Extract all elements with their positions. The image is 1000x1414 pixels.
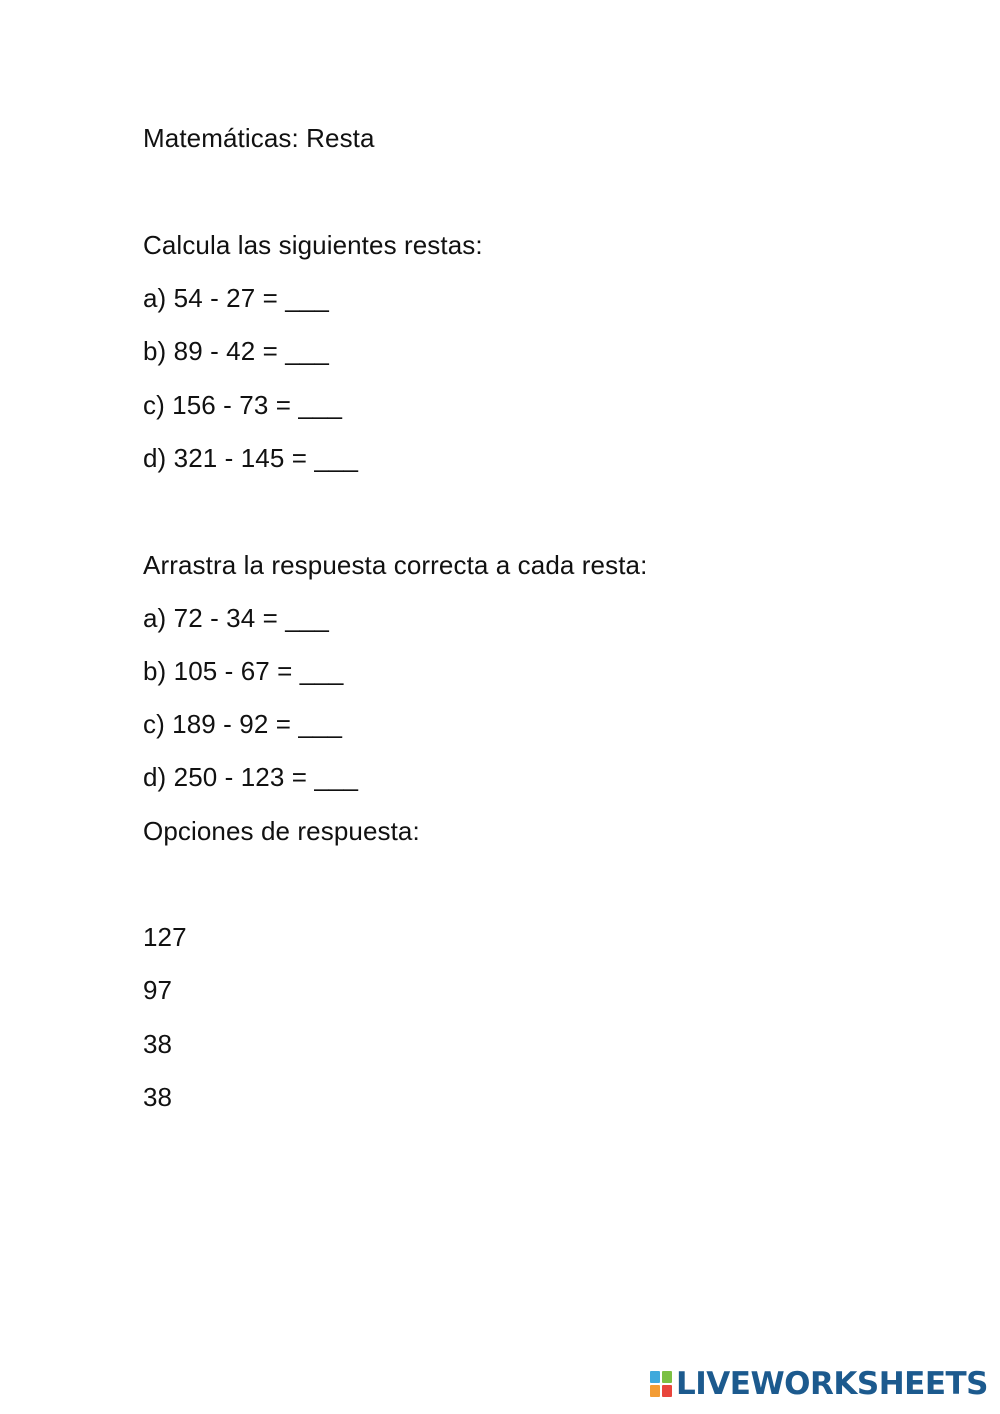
exercise-a: a) 54 - 27 = ___ <box>143 283 329 313</box>
section2-instruction: Arrastra la respuesta correcta a cada resta: <box>143 550 648 580</box>
drag-exercise-d[interactable]: d) 250 - 123 = ___ <box>143 762 359 792</box>
logo-text: LIVEWORKSHEETS <box>676 1366 988 1402</box>
liveworksheets-logo-icon <box>650 1371 672 1397</box>
page-title: Matemáticas: Resta <box>143 123 375 153</box>
exercise-d: d) 321 - 145 = ___ <box>143 443 359 473</box>
drag-exercise-c[interactable]: c) 189 - 92 = ___ <box>143 709 342 739</box>
answer-option[interactable]: 127 <box>143 922 187 952</box>
section1-instruction: Calcula las siguientes restas: <box>143 230 483 260</box>
worksheet-page <box>143 0 943 1414</box>
exercise-b: b) 89 - 42 = ___ <box>143 336 329 366</box>
answer-option[interactable]: 97 <box>143 975 173 1005</box>
exercise-c: c) 156 - 73 = ___ <box>143 390 342 420</box>
options-label: Opciones de respuesta: <box>143 816 420 846</box>
answer-option[interactable]: 38 <box>143 1029 173 1059</box>
answer-option[interactable]: 38 <box>143 1082 173 1112</box>
drag-exercise-b[interactable]: b) 105 - 67 = ___ <box>143 656 344 686</box>
drag-exercise-a[interactable]: a) 72 - 34 = ___ <box>143 603 329 633</box>
liveworksheets-logo <box>650 1364 988 1404</box>
